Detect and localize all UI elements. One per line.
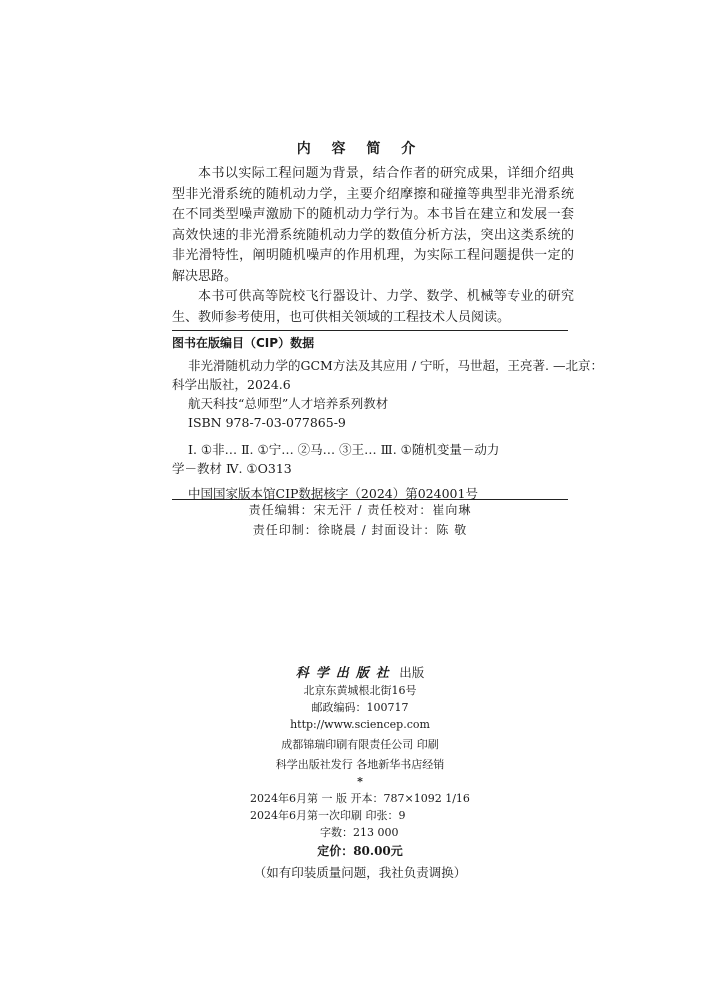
separator-star: * [357, 775, 363, 788]
editors-line-2: 责任印制：徐晓晨 / 封面设计：陈 敬 [252, 523, 468, 537]
printing-line: 2024年6月第一次印刷 印张：9 [250, 809, 406, 822]
editors-line-1: 责任编辑：宋无汗 / 责任校对：崔向琳 [248, 503, 472, 517]
cip-class-line-1: Ⅰ. ①非… Ⅱ. ①宁… ②马… ③王… Ⅲ. ①随机变量－动力 [188, 442, 500, 457]
cip-heading: 图书在版编目（CIP）数据 [172, 336, 315, 350]
cip-title-line: 非光滑随机动力学的GCM方法及其应用 / 宁昕，马世超，王亮著. —北京： [188, 358, 603, 373]
publisher-postcode: 邮政编码：100717 [311, 701, 409, 714]
printer-line: 成都锦瑞印刷有限责任公司 印刷 [281, 738, 439, 751]
intro-title: 内 容 简 介 [296, 141, 424, 157]
publisher-url: http://www.sciencep.com [290, 718, 430, 731]
editors-block [0, 500, 720, 540]
publisher-address: 北京东黄城根北街16号 [303, 684, 417, 697]
cip-record [172, 356, 603, 432]
word-count: 字数：213 000 [320, 826, 399, 839]
cip-class-line-2: 学－教材 Ⅳ. ①O313 [172, 461, 292, 476]
cip-classification [172, 440, 572, 478]
cip-top-rule [172, 330, 568, 331]
cip-publisher-line: 科学出版社，2024.6 [172, 377, 291, 392]
specs-block [250, 790, 470, 841]
publisher-name: 科学出版社 [295, 666, 396, 681]
cip-number: 中国国家版本馆CIP数据核字（2024）第024001号 [188, 486, 478, 501]
publisher-heading [0, 664, 720, 682]
intro-paragraph-1: 本书以实际工程问题为背景，结合作者的研究成果，详细介绍典型非光滑系统的随机动力学，主要介绍摩擦和碰撞等典型非光滑系统在不同类型噪声激励下的随机动力学行为。本书旨在建立和发展一套高效快速的非光滑系统随机动力学的数值分析方法，突出这类系统的非光滑特性，阐明随机噪声的作用机理，为实际工程问题提供一定的解决思路。 [172, 166, 574, 284]
intro-paragraph-2: 本书可供高等院校飞行器设计、力学、数学、机械等专业的研究生、教师参考使用，也可供相关领域的工程技术人员阅读。 [172, 289, 574, 325]
publisher-block [0, 664, 720, 881]
intro-text [172, 164, 574, 328]
edition-line: 2024年6月第 一 版 开本：787×1092 1/16 [250, 792, 470, 805]
price: 定价：80.00元 [317, 844, 403, 858]
cip-series-line: 航天科技“总师型”人才培养系列教材 [188, 396, 389, 411]
cip-isbn-line: ISBN 978-7-03-077865-9 [188, 415, 346, 430]
quality-notice: （如有印装质量问题，我社负责调换） [253, 865, 467, 880]
publisher-suffix: 出版 [399, 665, 425, 680]
distribution-line: 科学出版社发行 各地新华书店经销 [275, 758, 445, 771]
